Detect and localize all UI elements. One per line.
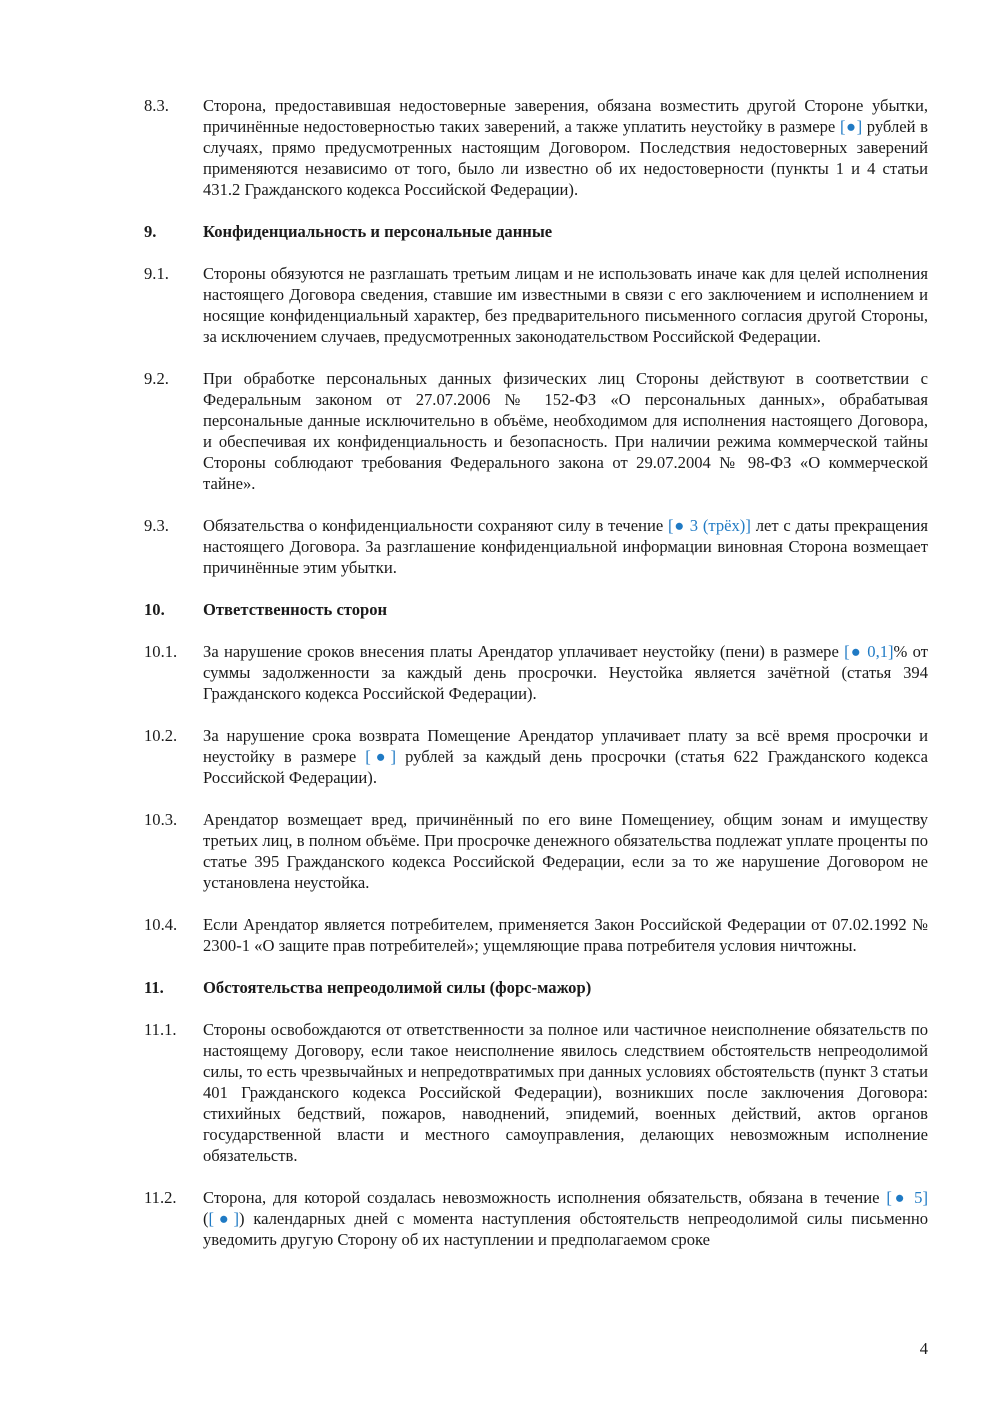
clause-text <box>203 1187 928 1250</box>
text-run: Ответственность сторон <box>203 600 388 619</box>
clause-number: 9.1. <box>144 264 169 283</box>
clause-paragraph <box>144 725 928 788</box>
clause-paragraph <box>144 1187 928 1250</box>
section-heading <box>144 599 928 620</box>
text-run: лет с даты прекращения настоящего Договора. За разглашение конфиденциальной информации виновная Сторона возмещает причинённые этим убытки. <box>203 516 929 577</box>
clause-number: 9.2. <box>144 369 169 388</box>
clause-text <box>203 809 928 893</box>
contract-body <box>144 95 928 1271</box>
clause-number: 9.3. <box>144 516 169 535</box>
text-run: рублей в случаях, прямо предусмотренных настоящим Договором. Последствия недостоверных заверений применяются независимо от того, было ли известно об их недостоверности (пункты 1 и 4 статьи 431.2 Гражданского кодекса Российской Федерации). <box>203 117 928 199</box>
text-run: Конфиденциальность и персональные данные <box>203 222 553 241</box>
clause-text <box>203 914 928 956</box>
page-number: 4 <box>919 1339 928 1358</box>
text-run: Стороны освобождаются от ответственности за полное или частичное неисполнение обязательств по настоящему Договору, если такое неисполнение явилось следствием обстоятельств непреодолимой силы, то есть чрезвычайных и непредотвратимых при данных условиях обстоятельств (пункт 3 статьи 401 Гражданского кодекса Российской Федерации), возникших после заключения Договора: стихийных бедствий, пожаров, наводнений, эпидемий, военных действий, актов органов государственной власти и местного самоуправления, делающих невозможным исполнение обязательств. <box>203 1020 928 1165</box>
placeholder-field: [●] <box>365 747 397 766</box>
text-run: % от суммы задолженности за каждый день просрочки. Неустойка является зачётной (статья 394 Гражданского кодекса Российской Федерации). <box>203 642 928 703</box>
clause-text <box>203 1019 928 1166</box>
placeholder-field: [● 0,1] <box>844 642 894 661</box>
section-title <box>203 221 928 242</box>
text-run: ( <box>203 1209 209 1228</box>
text-run: Обстоятельства непреодолимой силы (форс-мажор) <box>203 978 592 997</box>
clause-paragraph <box>144 95 928 200</box>
clause-number: 9. <box>144 222 157 241</box>
text-run: рублей за каждый день просрочки (статья 622 Гражданского кодекса Российской Федерации). <box>203 747 928 787</box>
text-run: ) календарных дней с момента наступления обстоятельств непреодолимой силы письменно уведомить другую Сторону об их наступлении и предполагаемом сроке <box>203 1209 928 1249</box>
clause-paragraph <box>144 641 928 704</box>
text-run: Обязательства о конфиденциальности сохраняют силу в течение <box>203 516 669 535</box>
clause-number: 10.3. <box>144 810 178 829</box>
section-heading <box>144 221 928 242</box>
section-title <box>203 977 928 998</box>
clause-number: 10.2. <box>144 726 178 745</box>
text-run: Сторона, предоставившая недостоверные заверения, обязана возместить другой Стороне убытки, причинённые недостоверностью таких заверений, а также уплатить неустойку в размере <box>203 96 928 136</box>
text-run: Если Арендатор является потребителем, применяется Закон Российской Федерации от 07.02.1992 № 2300-1 «О защите прав потребителей»; ущемляющие права потребителя условия ничтожны. <box>203 915 928 955</box>
clause-paragraph <box>144 1019 928 1166</box>
clause-text <box>203 368 928 494</box>
placeholder-field: [● 3 (трёх)] <box>668 516 751 535</box>
clause-paragraph <box>144 368 928 494</box>
clause-text <box>203 263 928 347</box>
placeholder-field: [●] <box>208 1209 239 1228</box>
section-title <box>203 599 928 620</box>
clause-number: 10.1. <box>144 642 178 661</box>
text-run: Арендатор возмещает вред, причинённый по его вине Помещениеу, общим зонам и имуществу третьих лиц, в полном объёме. При просрочке денежного обязательства подлежат уплате проценты по статье 395 Гражданского кодекса Российской Федерации, если за то же нарушение Договором не установлена неустойка. <box>203 810 928 892</box>
text-run: За нарушение сроков внесения платы Арендатор уплачивает неустойку (пени) в размере <box>203 642 845 661</box>
text-run: Стороны обязуются не разглашать третьим лицам и не использовать иначе как для целей исполнения настоящего Договора сведения, ставшие им известными в связи с его заключением и исполнением и носящие конфиденциальный характер, без предварительного письменного согласия другой Стороны, за исключением случаев, предусмотренных законодательством Российской Федерации. <box>203 264 928 346</box>
text-run: За нарушение срока возврата Помещение Арендатор уплачивает плату за всё время просрочки и неустойку в размере <box>203 726 928 766</box>
clause-number: 10.4. <box>144 915 178 934</box>
text-run: При обработке персональных данных физических лиц Стороны действуют в соответствии с Федеральным законом от 27.07.2006 № 152-ФЗ «О персональных данных», обрабатывая персональные данные исключительно в объёме, необходимом для исполнения настоящего Договора, и обеспечивая их конфиденциальность и безопасность. При наличии режима коммерческой тайны Стороны соблюдают требования Федерального закона от 29.07.2004 № 98-ФЗ «О коммерческой тайне». <box>203 369 928 493</box>
clause-text <box>203 95 928 200</box>
clause-number: 11. <box>144 978 164 997</box>
clause-paragraph <box>144 263 928 347</box>
clause-text <box>203 515 928 578</box>
clause-number: 10. <box>144 600 165 619</box>
text-run: Сторона, для которой создалась невозможность исполнения обязательств, обязана в течение <box>203 1188 887 1207</box>
clause-number: 11.2. <box>144 1188 177 1207</box>
clause-paragraph <box>144 914 928 956</box>
placeholder-field: [● 5] <box>886 1188 928 1207</box>
clause-paragraph <box>144 515 928 578</box>
clause-text <box>203 641 928 704</box>
clause-text <box>203 725 928 788</box>
clause-number: 8.3. <box>144 96 169 115</box>
clause-number: 11.1. <box>144 1020 177 1039</box>
clause-paragraph <box>144 809 928 893</box>
section-heading <box>144 977 928 998</box>
placeholder-field: [●] <box>839 117 863 136</box>
